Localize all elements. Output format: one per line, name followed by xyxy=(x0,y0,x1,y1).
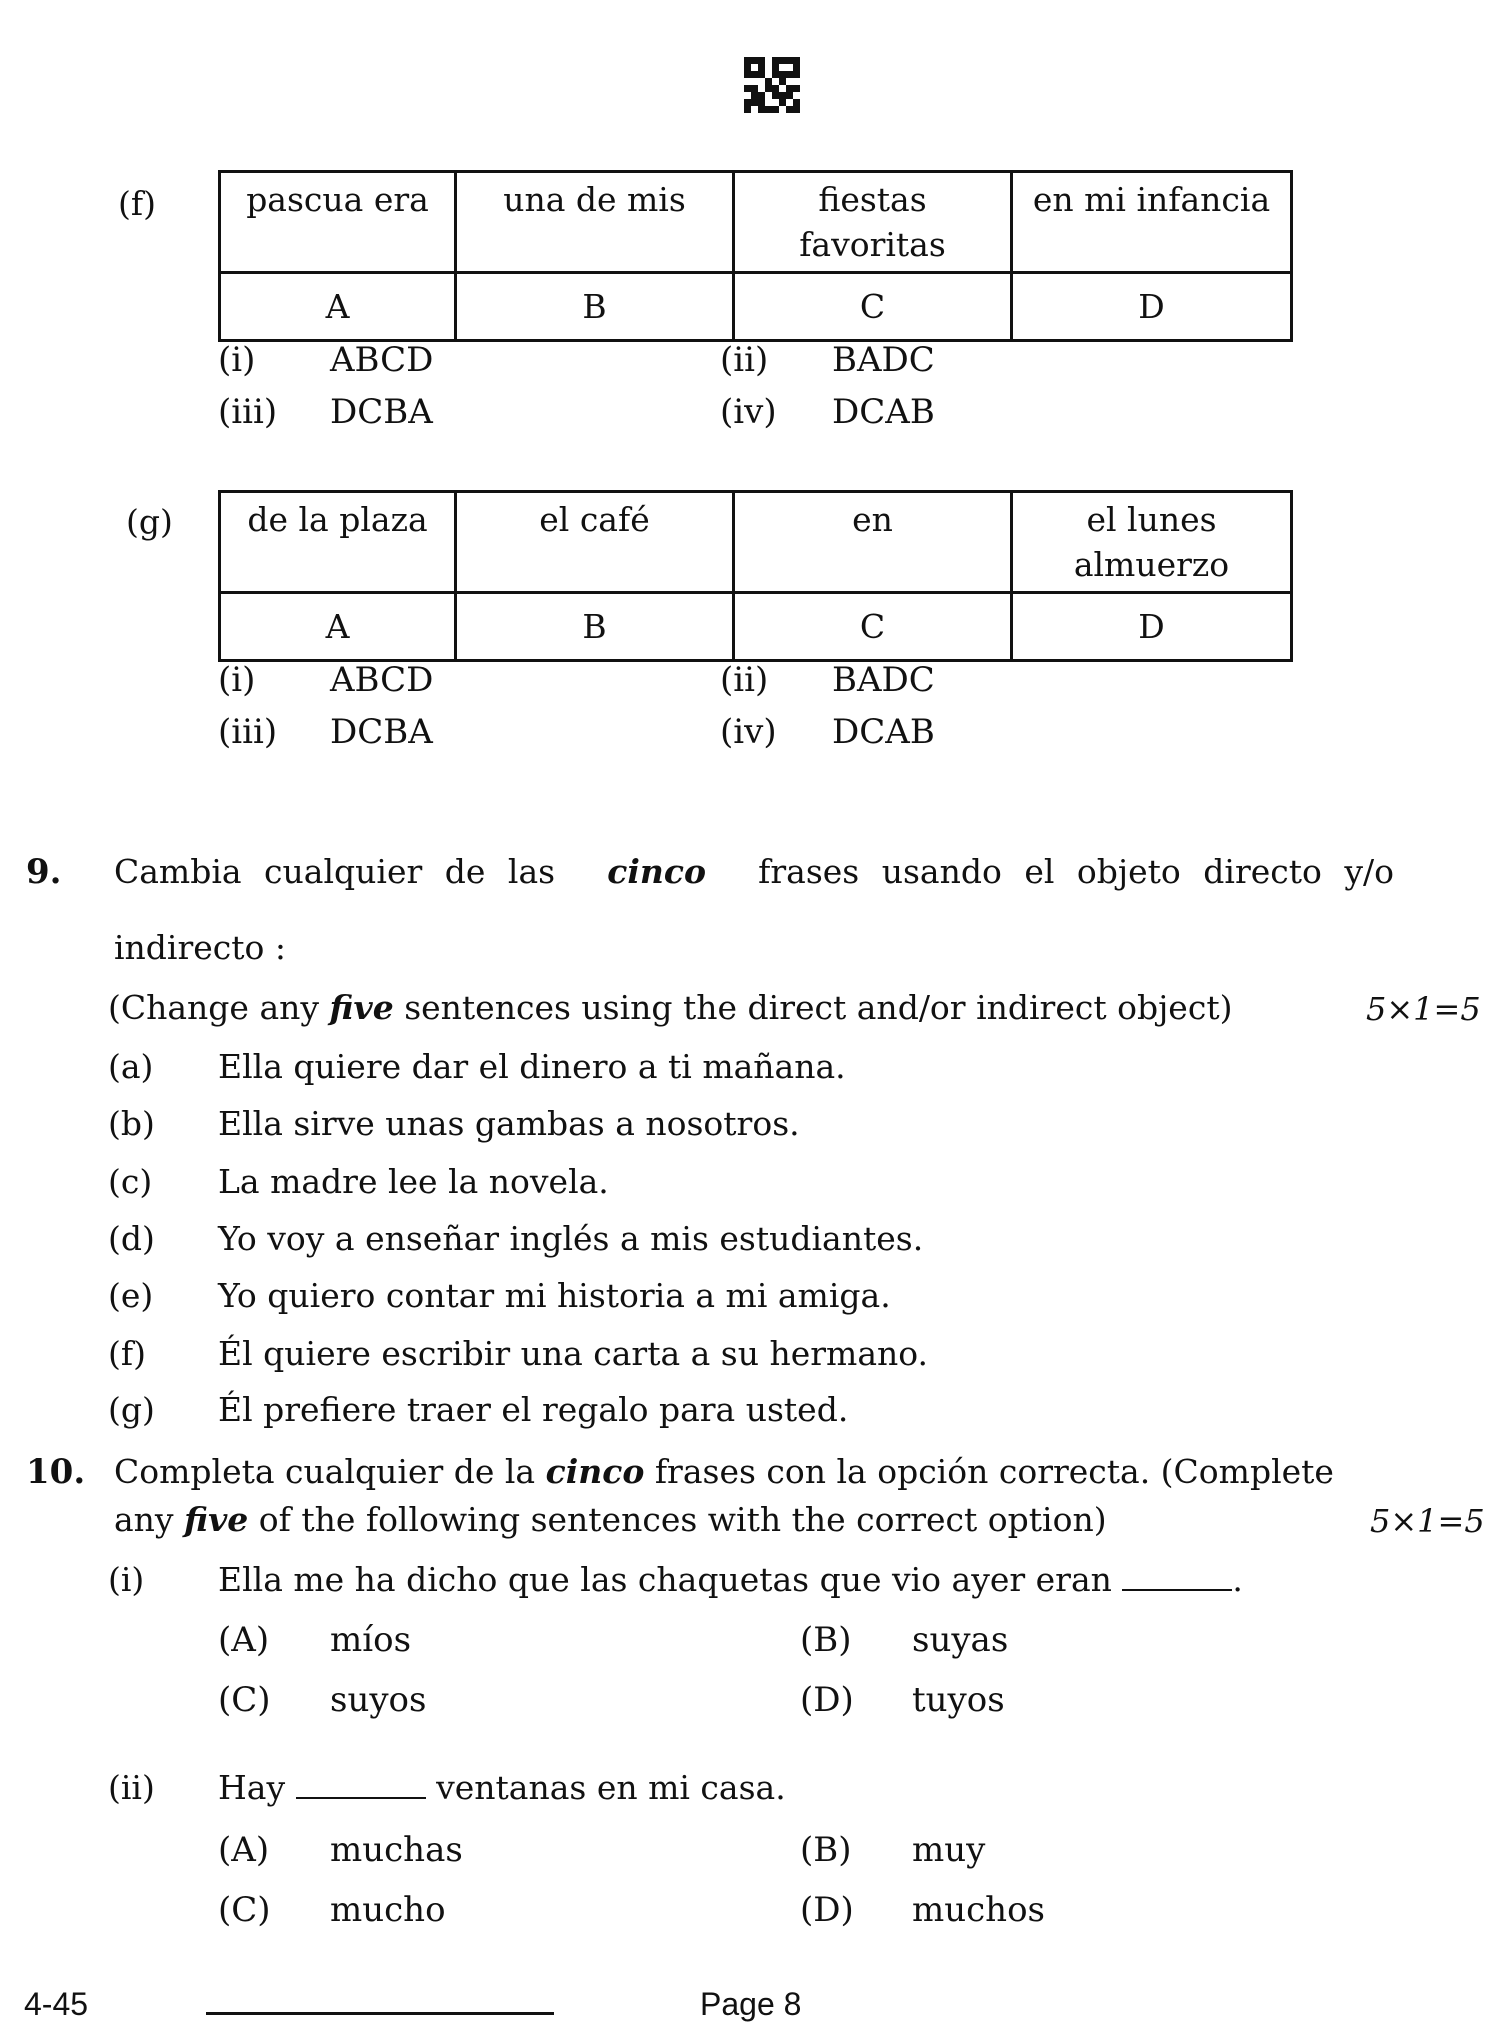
q10i-text-pre: Ella me ha dicho que las chaquetas que vio ayer eran xyxy=(218,1560,1112,1599)
word-cell: una de mis xyxy=(456,172,734,273)
option-text: mucho xyxy=(330,1890,446,1930)
q9-item-label: (f) xyxy=(108,1334,146,1373)
question-10-prompt-line2 xyxy=(114,1500,1107,1539)
option-text: míos xyxy=(330,1620,412,1660)
q10-line2-post: of the following sentences with the correct option) xyxy=(258,1500,1107,1539)
option-num: (A) xyxy=(218,1830,270,1870)
q10ii-text-pre: Hay xyxy=(218,1768,286,1807)
q9-item-text: Ella quiere dar el dinero a ti mañana. xyxy=(218,1047,846,1086)
q10-line1-pre: Completa cualquier de la xyxy=(114,1452,536,1491)
option-text: muy xyxy=(912,1830,986,1870)
word-cell: de la plaza xyxy=(220,492,456,593)
page-number: Page 8 xyxy=(700,1986,802,2022)
word-cell: el café xyxy=(456,492,734,593)
question-10i-text xyxy=(218,1560,1243,1599)
q10-line1-em: cinco xyxy=(545,1452,645,1491)
option-num: (A) xyxy=(218,1620,270,1660)
option-num: (ii) xyxy=(720,340,769,380)
question-f-label: (f) xyxy=(118,184,156,223)
question-10i-label: (i) xyxy=(108,1560,145,1599)
letter-cell: D xyxy=(1012,593,1292,661)
question-9-prompt-line2: indirecto : xyxy=(114,928,287,967)
letter-cell: B xyxy=(456,273,734,341)
option-num: (D) xyxy=(800,1890,854,1930)
question-9-prompt-line1 xyxy=(114,852,1394,891)
q9-item-label: (e) xyxy=(108,1276,154,1315)
q9-item-text: Él quiere escribir una carta a su hermano. xyxy=(218,1334,929,1373)
option-text: ABCD xyxy=(330,660,434,700)
q9-item-label: (d) xyxy=(108,1219,155,1258)
option-text: ABCD xyxy=(330,340,434,380)
letter-cell: A xyxy=(220,273,456,341)
q9-item-label: (b) xyxy=(108,1104,155,1143)
q9-item-label: (c) xyxy=(108,1162,153,1201)
word-cell: en xyxy=(734,492,1012,593)
footer-rule xyxy=(206,2012,554,2015)
q9-line1-pre: Cambia cualquier de las xyxy=(114,852,556,891)
question-10-marks: 5×1=5 xyxy=(1370,1502,1485,1540)
option-num: (i) xyxy=(218,340,256,380)
question-g-label: (g) xyxy=(126,502,173,541)
letter-cell: A xyxy=(220,593,456,661)
q10-line2-pre: any xyxy=(114,1500,174,1539)
option-text: tuyos xyxy=(912,1680,1005,1720)
option-num: (B) xyxy=(800,1620,852,1660)
option-num: (iii) xyxy=(218,712,278,752)
option-text: DCBA xyxy=(330,712,433,752)
answer-blank xyxy=(296,1796,426,1799)
option-text: muchas xyxy=(330,1830,463,1870)
q9-item-text: La madre lee la novela. xyxy=(218,1162,609,1201)
q10-line2-em: five xyxy=(184,1500,249,1539)
question-10-prompt-line1 xyxy=(114,1452,1334,1491)
question-10ii-label: (ii) xyxy=(108,1768,155,1807)
letter-cell: C xyxy=(734,273,1012,341)
q9-en-post: sentences using the direct and/or indirect object) xyxy=(404,988,1233,1027)
word-cell: el lunes almuerzo xyxy=(1012,492,1292,593)
jumble-table-f xyxy=(218,170,1293,342)
q9-en-pre: (Change any xyxy=(108,988,320,1027)
option-text: muchos xyxy=(912,1890,1045,1930)
option-num: (iv) xyxy=(720,712,777,752)
q9-item-label: (g) xyxy=(108,1390,155,1429)
answer-blank xyxy=(1122,1588,1232,1591)
letter-cell: D xyxy=(1012,273,1292,341)
letter-cell: C xyxy=(734,593,1012,661)
q10i-text-post: . xyxy=(1232,1560,1243,1599)
q9-item-text: Yo voy a enseñar inglés a mis estudiantes. xyxy=(218,1219,924,1258)
option-num: (ii) xyxy=(720,660,769,700)
option-num: (D) xyxy=(800,1680,854,1720)
q9-en-em: five xyxy=(329,988,394,1027)
word-cell: en mi infancia xyxy=(1012,172,1292,273)
option-num: (C) xyxy=(218,1890,271,1930)
q9-item-text: Ella sirve unas gambas a nosotros. xyxy=(218,1104,800,1143)
q9-line1-em: cinco xyxy=(607,852,706,891)
q10ii-text-post: ventanas en mi casa. xyxy=(436,1768,786,1807)
q9-item-label: (a) xyxy=(108,1047,154,1086)
option-text: suyos xyxy=(330,1680,427,1720)
q9-line1-post: frases usando el objeto directo y/o xyxy=(758,852,1394,891)
option-num: (B) xyxy=(800,1830,852,1870)
option-text: BADC xyxy=(832,340,935,380)
qr-code-icon xyxy=(744,57,800,113)
question-10-number: 10. xyxy=(26,1452,86,1492)
word-cell: fiestas favoritas xyxy=(734,172,1012,273)
option-text: DCAB xyxy=(832,392,935,432)
q9-item-text: Él prefiere traer el regalo para usted. xyxy=(218,1390,849,1429)
option-num: (C) xyxy=(218,1680,271,1720)
question-10ii-text xyxy=(218,1768,786,1807)
option-num: (i) xyxy=(218,660,256,700)
paper-code: 4-45 xyxy=(24,1986,89,2022)
q10-line1-post: frases con la opción correcta. (Complete xyxy=(654,1452,1334,1491)
question-9-marks: 5×1=5 xyxy=(1366,990,1481,1028)
q9-item-text: Yo quiero contar mi historia a mi amiga. xyxy=(218,1276,891,1315)
option-text: DCBA xyxy=(330,392,433,432)
question-9-english xyxy=(108,988,1232,1027)
option-text: BADC xyxy=(832,660,935,700)
option-num: (iv) xyxy=(720,392,777,432)
question-9-number: 9. xyxy=(26,852,62,892)
word-cell: pascua era xyxy=(220,172,456,273)
option-num: (iii) xyxy=(218,392,278,432)
option-text: DCAB xyxy=(832,712,935,752)
option-text: suyas xyxy=(912,1620,1009,1660)
jumble-table-g xyxy=(218,490,1293,662)
letter-cell: B xyxy=(456,593,734,661)
